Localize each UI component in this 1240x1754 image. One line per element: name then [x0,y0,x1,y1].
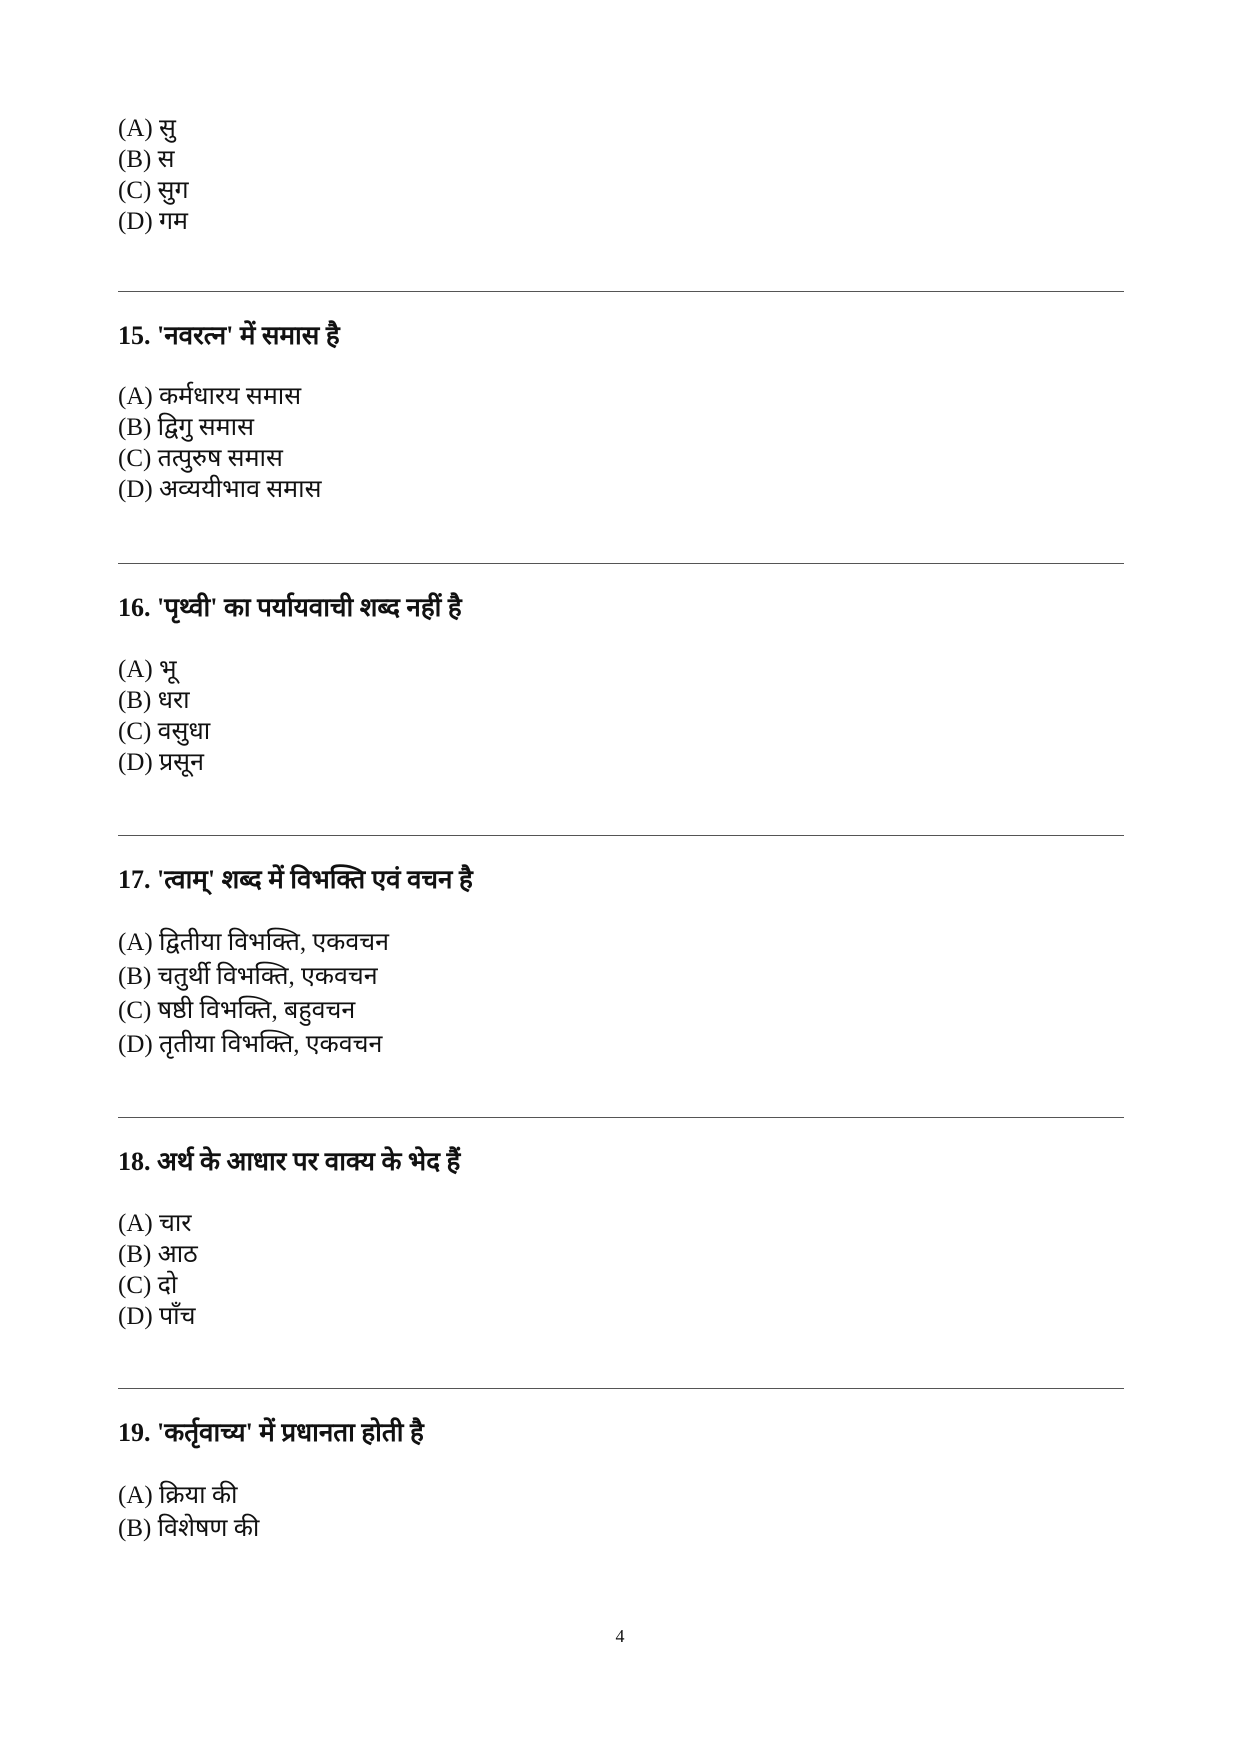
question-17-title: 17. 'त्वाम्' शब्द में विभक्ति एवं वचन है [118,865,473,894]
option-d: (D) अव्ययीभाव समास [118,476,322,503]
question-16-title: 16. 'पृथ्वी' का पर्यायवाची शब्द नहीं है [118,593,462,622]
divider [118,835,1124,836]
option-c: (C) सुग [118,177,189,204]
question-16-options [118,654,210,778]
option-a: (A) द्वितीया विभक्ति, एकवचन [118,929,390,956]
option-d: (D) गम [118,208,188,235]
option-c: (C) दो [118,1272,178,1299]
question-19-title: 19. 'कर्तृवाच्य' में प्रधानता होती है [118,1418,424,1447]
option-a: (A) सु [118,115,176,142]
option-b: (B) धरा [118,687,190,714]
option-c: (C) तत्पुरुष समास [118,445,283,472]
option-a: (A) भू [118,656,177,683]
option-c: (C) वसुधा [118,718,211,745]
option-b: (B) चतुर्थी विभक्ति, एकवचन [118,963,378,990]
question-15-options [118,381,322,505]
question-18-title: 18. अर्थ के आधार पर वाक्य के भेद हैं [118,1147,461,1176]
divider [118,1117,1124,1118]
question-19-options [118,1479,259,1545]
question-17-options [118,926,389,1062]
question-18-options [118,1208,198,1332]
option-b: (B) स [118,146,175,173]
option-d: (D) तृतीया विभक्ति, एकवचन [118,1031,383,1058]
option-b: (B) द्विगु समास [118,414,254,441]
question-15-title: 15. 'नवरत्न' में समास है [118,321,340,350]
carryover-options [118,113,189,237]
divider [118,563,1124,564]
option-b: (B) विशेषण की [118,1515,260,1542]
option-d: (D) पाँच [118,1303,196,1330]
option-b: (B) आठ [118,1241,198,1268]
option-a: (A) क्रिया की [118,1482,238,1509]
option-d: (D) प्रसून [118,749,204,776]
page-number: 4 [615,1626,625,1646]
option-c: (C) षष्ठी विभक्ति, बहुवचन [118,997,356,1024]
option-a: (A) चार [118,1210,192,1237]
option-a: (A) कर्मधारय समास [118,383,302,410]
divider [118,291,1124,292]
divider [118,1388,1124,1389]
